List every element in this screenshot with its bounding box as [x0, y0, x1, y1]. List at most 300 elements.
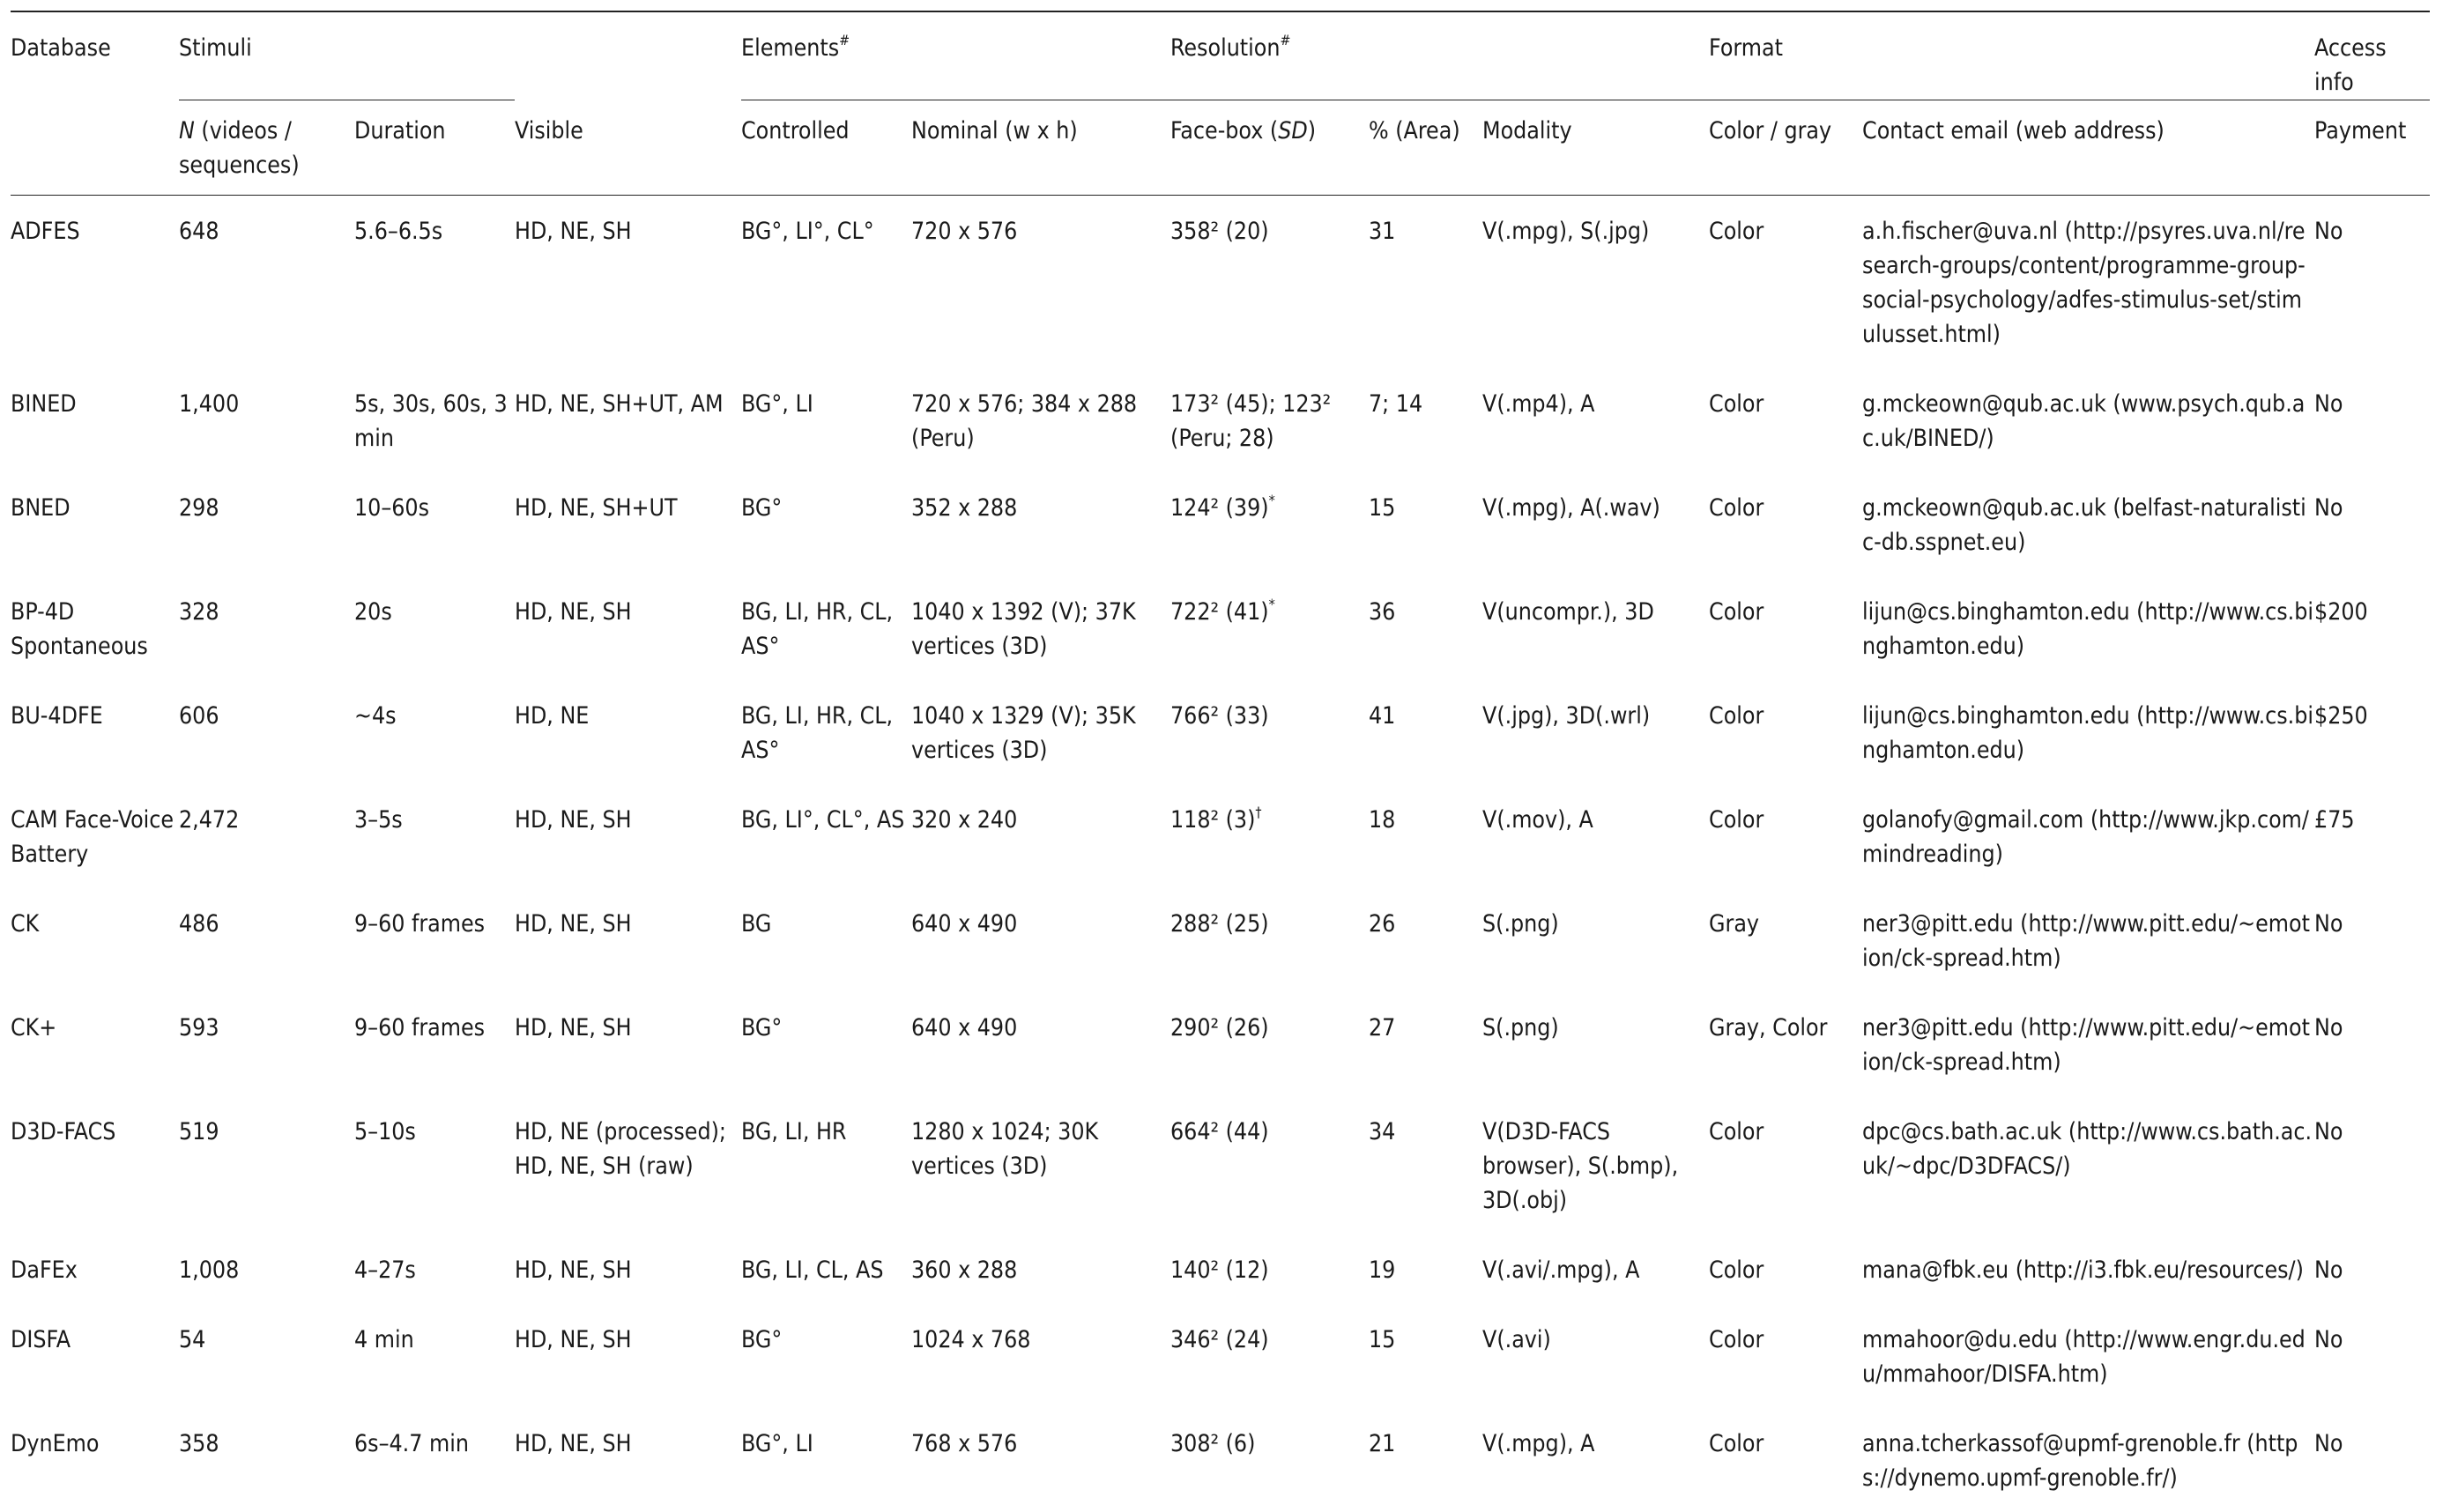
cell-controlled-text: BG, LI, HR, CL, AS° [741, 598, 893, 660]
cell-payment-text: No [2314, 494, 2343, 522]
cell-facebox [1170, 472, 1369, 576]
cell-contact [1862, 196, 2314, 369]
cell-nominal-text: 352 x 288 [911, 494, 1017, 522]
cell-area-text: 34 [1369, 1118, 1395, 1145]
cell-modality [1482, 576, 1709, 680]
cell-modality [1482, 1234, 1709, 1304]
cell-nominal [911, 1234, 1170, 1304]
cell-payment-text: No [2314, 1256, 2343, 1284]
cell-database [11, 368, 179, 472]
cell-n [179, 1096, 354, 1234]
cell-area-text: 7; 14 [1369, 390, 1422, 418]
cell-modality-text: V(.jpg), 3D(.wrl) [1482, 702, 1650, 730]
cell-contact-text: lijun@cs.binghamton.edu (http://www.cs.binghamton.edu) [1862, 702, 2313, 764]
cell-facebox-text: 288² (25) [1170, 910, 1269, 938]
cell-visible [515, 992, 741, 1096]
database-table [11, 11, 2430, 1512]
cell-nominal [911, 784, 1170, 888]
cell-color [1709, 1096, 1862, 1234]
cell-contact-text: dpc@cs.bath.ac.uk (http://www.cs.bath.ac.uk/~dpc/D3DFACS/) [1862, 1118, 2312, 1180]
cell-duration-text: 10–60s [354, 494, 429, 522]
cell-duration [354, 368, 515, 472]
cell-payment-text: No [2314, 910, 2343, 938]
cell-visible-text: HD, NE (processed); HD, NE, SH (raw) [515, 1118, 726, 1180]
cell-controlled [741, 368, 911, 472]
cell-facebox [1170, 368, 1369, 472]
table-row [11, 1234, 2430, 1304]
cell-area [1369, 368, 1482, 472]
cell-database-text: BP-4D Spontaneous [11, 598, 148, 660]
table-row [11, 680, 2430, 784]
cell-contact-text: golanofy@gmail.com (http://www.jkp.com/mindreading) [1862, 806, 2309, 868]
cell-nominal-text: 1040 x 1329 (V); 35K vertices (3D) [911, 702, 1136, 764]
cell-color-text: Color [1709, 1118, 1764, 1145]
cell-color-text: Color [1709, 1256, 1764, 1284]
cell-database-text: DaFEx [11, 1256, 78, 1284]
cell-facebox-text: 140² (12) [1170, 1256, 1269, 1284]
cell-color [1709, 196, 1862, 369]
cell-facebox [1170, 992, 1369, 1096]
cell-modality-text: V(.mpg), A(.wav) [1482, 494, 1660, 522]
cell-color-text: Color [1709, 494, 1764, 522]
cell-controlled-text: BG, LI°, CL°, AS [741, 806, 904, 834]
cell-area [1369, 1234, 1482, 1304]
cell-payment-text: No [2314, 218, 2343, 245]
cell-modality [1482, 1304, 1709, 1408]
cell-payment-text: £75 [2314, 806, 2355, 834]
cell-controlled-text: BG° [741, 494, 782, 522]
cell-contact-text: lijun@cs.binghamton.edu (http://www.cs.binghamton.edu) [1862, 598, 2313, 660]
cell-payment-text: No [2314, 1118, 2343, 1145]
cell-payment-text: No [2314, 1326, 2343, 1353]
table-row [11, 196, 2430, 369]
cell-n-text: 2,472 [179, 806, 239, 834]
cell-contact-text: g.mckeown@qub.ac.uk (www.psych.qub.ac.uk/BINED/) [1862, 390, 2305, 452]
cell-contact [1862, 992, 2314, 1096]
cell-contact-text: mana@fbk.eu (http://i3.fbk.eu/resources/) [1862, 1256, 2304, 1284]
header-elements-mark: # [839, 32, 850, 48]
cell-facebox-text: 358² (20) [1170, 218, 1269, 245]
cell-color [1709, 888, 1862, 992]
cell-area [1369, 1096, 1482, 1234]
cell-contact-text: g.mckeown@qub.ac.uk (belfast-naturalistic-db.sspnet.eu) [1862, 494, 2306, 556]
cell-controlled [741, 1234, 911, 1304]
cell-color-text: Color [1709, 218, 1764, 245]
cell-modality [1482, 196, 1709, 369]
cell-color [1709, 472, 1862, 576]
cell-contact-text: anna.tcherkassof@upmf-grenoble.fr (https://dynemo.upmf-grenoble.fr/) [1862, 1430, 2298, 1492]
cell-duration-text: ~4s [354, 702, 397, 730]
table-row [11, 576, 2430, 680]
cell-nominal [911, 680, 1170, 784]
cell-contact [1862, 368, 2314, 472]
cell-modality [1482, 784, 1709, 888]
cell-visible-text: HD, NE, SH [515, 1326, 632, 1353]
cell-contact-text: a.h.fischer@uva.nl (http://psyres.uva.nl/research-groups/content/programme-group-social-psychology/adfes-stimulus-set/stimulusset.html) [1862, 218, 2306, 348]
cell-controlled [741, 784, 911, 888]
cell-contact [1862, 576, 2314, 680]
cell-visible-text: HD, NE [515, 702, 589, 730]
cell-area-text: 41 [1369, 702, 1395, 730]
cell-color [1709, 992, 1862, 1096]
cell-n-text: 54 [179, 1326, 205, 1353]
cell-database [11, 1234, 179, 1304]
cell-area-text: 36 [1369, 598, 1395, 626]
cell-nominal [911, 888, 1170, 992]
header-format: Format [1709, 11, 2314, 100]
cell-duration [354, 472, 515, 576]
cell-controlled-text: BG, LI, HR, CL, AS° [741, 702, 893, 764]
cell-color-text: Gray, Color [1709, 1014, 1827, 1041]
cell-modality [1482, 888, 1709, 992]
cell-modality-text: S(.png) [1482, 1014, 1559, 1041]
cell-nominal-text: 640 x 490 [911, 910, 1017, 938]
header-duration: Duration [354, 100, 515, 196]
cell-visible [515, 1096, 741, 1234]
cell-visible-text: HD, NE, SH [515, 1256, 632, 1284]
cell-database-text: CK+ [11, 1014, 56, 1041]
cell-database-text: DISFA [11, 1326, 71, 1353]
cell-duration [354, 784, 515, 888]
facebox-footnote-mark: † [1255, 804, 1261, 820]
cell-modality-text: V(.mpg), A [1482, 1430, 1594, 1457]
cell-n [179, 1408, 354, 1512]
cell-facebox-text: 308² (6) [1170, 1430, 1255, 1457]
header-visible: Visible [515, 100, 741, 196]
cell-n-text: 328 [179, 598, 219, 626]
cell-duration [354, 992, 515, 1096]
header-resolution [1170, 11, 1709, 100]
cell-controlled [741, 888, 911, 992]
cell-area-text: 19 [1369, 1256, 1395, 1284]
cell-area [1369, 888, 1482, 992]
cell-color [1709, 368, 1862, 472]
cell-duration-text: 5s, 30s, 60s, 3 min [354, 390, 508, 452]
cell-facebox [1170, 784, 1369, 888]
cell-payment [2314, 1096, 2430, 1234]
cell-visible [515, 472, 741, 576]
cell-duration [354, 1408, 515, 1512]
cell-visible-text: HD, NE, SH [515, 598, 632, 626]
cell-database-text: ADFES [11, 218, 80, 245]
cell-contact [1862, 1096, 2314, 1234]
header-database: Database [11, 11, 179, 100]
cell-color-text: Color [1709, 702, 1764, 730]
cell-visible [515, 784, 741, 888]
cell-area [1369, 576, 1482, 680]
header-elements-label: Elements [741, 34, 839, 62]
table-row [11, 784, 2430, 888]
cell-modality [1482, 1096, 1709, 1234]
cell-area-text: 15 [1369, 1326, 1395, 1353]
cell-facebox-text: 766² (33) [1170, 702, 1269, 730]
cell-payment-text: No [2314, 1430, 2343, 1457]
cell-contact [1862, 888, 2314, 992]
cell-color-text: Gray [1709, 910, 1759, 938]
header-row-groups [11, 11, 2430, 100]
cell-facebox [1170, 196, 1369, 369]
cell-nominal [911, 1408, 1170, 1512]
cell-visible [515, 1408, 741, 1512]
header-stimuli: Stimuli [179, 11, 515, 100]
cell-color [1709, 576, 1862, 680]
header-contact: Contact email (web address) [1862, 100, 2314, 196]
cell-payment [2314, 784, 2430, 888]
cell-duration [354, 1234, 515, 1304]
cell-visible-text: HD, NE, SH [515, 1430, 632, 1457]
table-body [11, 196, 2430, 1512]
header-facebox-close: ) [1308, 117, 1316, 145]
cell-n [179, 888, 354, 992]
cell-facebox-text: 664² (44) [1170, 1118, 1269, 1145]
cell-contact [1862, 1234, 2314, 1304]
cell-visible-text: HD, NE, SH [515, 910, 632, 938]
cell-controlled-text: BG [741, 910, 771, 938]
cell-controlled [741, 992, 911, 1096]
cell-modality-text: V(.avi) [1482, 1326, 1551, 1353]
cell-facebox-text: 173² (45); 123² (Peru; 28) [1170, 390, 1331, 452]
cell-duration [354, 1096, 515, 1234]
cell-controlled-text: BG° [741, 1326, 782, 1353]
cell-area [1369, 196, 1482, 369]
facebox-footnote-mark: * [1269, 596, 1275, 612]
table-row [11, 888, 2430, 992]
cell-duration-text: 9–60 frames [354, 910, 485, 938]
cell-n [179, 196, 354, 369]
cell-color-text: Color [1709, 1430, 1764, 1457]
cell-controlled-text: BG, LI, HR [741, 1118, 846, 1145]
cell-database [11, 196, 179, 369]
header-n-rest: (videos / sequences) [179, 117, 300, 179]
cell-nominal-text: 768 x 576 [911, 1430, 1017, 1457]
cell-visible [515, 680, 741, 784]
cell-database-text: CK [11, 910, 39, 938]
header-n [179, 100, 354, 196]
cell-modality-text: S(.png) [1482, 910, 1559, 938]
cell-n-text: 1,008 [179, 1256, 239, 1284]
cell-facebox [1170, 1096, 1369, 1234]
cell-contact [1862, 784, 2314, 888]
cell-visible [515, 196, 741, 369]
cell-n [179, 1234, 354, 1304]
cell-n-text: 519 [179, 1118, 219, 1145]
facebox-footnote-mark: * [1269, 492, 1275, 508]
cell-duration-text: 5–10s [354, 1118, 416, 1145]
cell-n [179, 472, 354, 576]
cell-visible-text: HD, NE, SH [515, 1014, 632, 1041]
cell-database [11, 1408, 179, 1512]
cell-controlled-text: BG°, LI°, CL° [741, 218, 874, 245]
cell-contact-text: ner3@pitt.edu (http://www.pitt.edu/~emotion/ck-spread.htm) [1862, 1014, 2310, 1076]
cell-controlled [741, 576, 911, 680]
cell-duration [354, 888, 515, 992]
cell-facebox [1170, 1234, 1369, 1304]
cell-database [11, 992, 179, 1096]
cell-contact [1862, 472, 2314, 576]
cell-modality-text: V(uncompr.), 3D [1482, 598, 1654, 626]
cell-controlled-text: BG, LI, CL, AS [741, 1256, 883, 1284]
cell-facebox [1170, 680, 1369, 784]
cell-color [1709, 1234, 1862, 1304]
cell-duration-text: 6s–4.7 min [354, 1430, 469, 1457]
cell-payment [2314, 576, 2430, 680]
cell-color-text: Color [1709, 390, 1764, 418]
cell-n [179, 992, 354, 1096]
cell-area-text: 15 [1369, 494, 1395, 522]
cell-modality [1482, 472, 1709, 576]
cell-area-text: 31 [1369, 218, 1395, 245]
cell-duration-text: 3–5s [354, 806, 403, 834]
table-row [11, 368, 2430, 472]
cell-visible-text: HD, NE, SH [515, 806, 632, 834]
cell-nominal-text: 320 x 240 [911, 806, 1017, 834]
cell-contact-text: ner3@pitt.edu (http://www.pitt.edu/~emotion/ck-spread.htm) [1862, 910, 2310, 972]
cell-n-text: 606 [179, 702, 219, 730]
cell-facebox-text: 346² (24) [1170, 1326, 1269, 1353]
cell-n-text: 486 [179, 910, 219, 938]
cell-payment [2314, 1234, 2430, 1304]
cell-contact [1862, 1408, 2314, 1512]
header-area: % (Area) [1369, 100, 1482, 196]
cell-duration-text: 4 min [354, 1326, 414, 1353]
table-row [11, 1096, 2430, 1234]
cell-color-text: Color [1709, 598, 1764, 626]
cell-color [1709, 784, 1862, 888]
cell-n [179, 576, 354, 680]
header-payment: Payment [2314, 100, 2430, 196]
header-access-info: Access info [2314, 11, 2430, 100]
cell-controlled [741, 1408, 911, 1512]
cell-duration [354, 1304, 515, 1408]
cell-database-text: BINED [11, 390, 77, 418]
header-facebox-label: Face-box ( [1170, 117, 1278, 145]
cell-modality [1482, 992, 1709, 1096]
cell-database-text: D3D-FACS [11, 1118, 115, 1145]
cell-n-text: 593 [179, 1014, 219, 1041]
cell-facebox-text: 290² (26) [1170, 1014, 1269, 1041]
cell-modality-text: V(.mp4), A [1482, 390, 1594, 418]
cell-duration-text: 4–27s [354, 1256, 416, 1284]
cell-area-text: 27 [1369, 1014, 1395, 1041]
cell-area [1369, 1408, 1482, 1512]
cell-contact-text: mmahoor@du.edu (http://www.engr.du.edu/mmahoor/DISFA.htm) [1862, 1326, 2306, 1388]
table-row [11, 1408, 2430, 1512]
cell-payment [2314, 888, 2430, 992]
cell-payment-text: $200 [2314, 598, 2368, 626]
cell-database [11, 576, 179, 680]
cell-payment [2314, 1304, 2430, 1408]
cell-color-text: Color [1709, 1326, 1764, 1353]
cell-area [1369, 992, 1482, 1096]
table-row [11, 1304, 2430, 1408]
cell-nominal-text: 360 x 288 [911, 1256, 1017, 1284]
header-blank [11, 100, 179, 196]
header-n-label: N [179, 117, 195, 145]
cell-visible-text: HD, NE, SH+UT [515, 494, 678, 522]
cell-payment [2314, 472, 2430, 576]
cell-nominal [911, 1096, 1170, 1234]
cell-payment [2314, 368, 2430, 472]
cell-payment-text: No [2314, 390, 2343, 418]
header-modality: Modality [1482, 100, 1709, 196]
cell-controlled [741, 196, 911, 369]
cell-duration-text: 9–60 frames [354, 1014, 485, 1041]
cell-nominal [911, 472, 1170, 576]
cell-nominal [911, 992, 1170, 1096]
cell-database [11, 784, 179, 888]
cell-payment [2314, 680, 2430, 784]
cell-area [1369, 1304, 1482, 1408]
cell-database [11, 1304, 179, 1408]
cell-modality-text: V(.mpg), S(.jpg) [1482, 218, 1649, 245]
cell-visible [515, 368, 741, 472]
cell-facebox [1170, 888, 1369, 992]
cell-n [179, 784, 354, 888]
cell-visible-text: HD, NE, SH [515, 218, 632, 245]
cell-area [1369, 680, 1482, 784]
cell-n [179, 1304, 354, 1408]
cell-payment-text: $250 [2314, 702, 2368, 730]
cell-nominal-text: 720 x 576 [911, 218, 1017, 245]
cell-nominal-text: 1024 x 768 [911, 1326, 1030, 1353]
cell-duration [354, 196, 515, 369]
cell-area-text: 26 [1369, 910, 1395, 938]
cell-nominal [911, 368, 1170, 472]
cell-n-text: 1,400 [179, 390, 239, 418]
cell-color [1709, 1408, 1862, 1512]
cell-area [1369, 784, 1482, 888]
header-facebox-sd: SD [1278, 117, 1308, 145]
cell-facebox-text: 722² (41) [1170, 598, 1269, 626]
cell-nominal-text: 1280 x 1024; 30K vertices (3D) [911, 1118, 1098, 1180]
table-row [11, 472, 2430, 576]
cell-color-text: Color [1709, 806, 1764, 834]
cell-payment-text: No [2314, 1014, 2343, 1041]
cell-database [11, 1096, 179, 1234]
cell-duration-text: 5.6–6.5s [354, 218, 442, 245]
cell-visible [515, 576, 741, 680]
cell-controlled [741, 1096, 911, 1234]
cell-modality-text: V(.avi/.mpg), A [1482, 1256, 1639, 1284]
cell-nominal [911, 196, 1170, 369]
cell-color [1709, 1304, 1862, 1408]
cell-duration-text: 20s [354, 598, 392, 626]
table-row [11, 992, 2430, 1096]
cell-database [11, 680, 179, 784]
cell-controlled [741, 680, 911, 784]
cell-controlled [741, 472, 911, 576]
table-page [11, 11, 2430, 1512]
cell-duration [354, 576, 515, 680]
cell-nominal [911, 1304, 1170, 1408]
cell-database-text: BNED [11, 494, 71, 522]
cell-controlled-text: BG°, LI [741, 390, 813, 418]
cell-color [1709, 680, 1862, 784]
cell-duration [354, 680, 515, 784]
cell-database-text: BU-4DFE [11, 702, 103, 730]
cell-facebox [1170, 1304, 1369, 1408]
cell-visible [515, 888, 741, 992]
cell-contact [1862, 680, 2314, 784]
cell-controlled [741, 1304, 911, 1408]
cell-database [11, 888, 179, 992]
cell-payment [2314, 992, 2430, 1096]
cell-n [179, 680, 354, 784]
cell-nominal-text: 640 x 490 [911, 1014, 1017, 1041]
cell-n-text: 358 [179, 1430, 219, 1457]
header-resolution-label: Resolution [1170, 34, 1280, 62]
cell-facebox [1170, 576, 1369, 680]
